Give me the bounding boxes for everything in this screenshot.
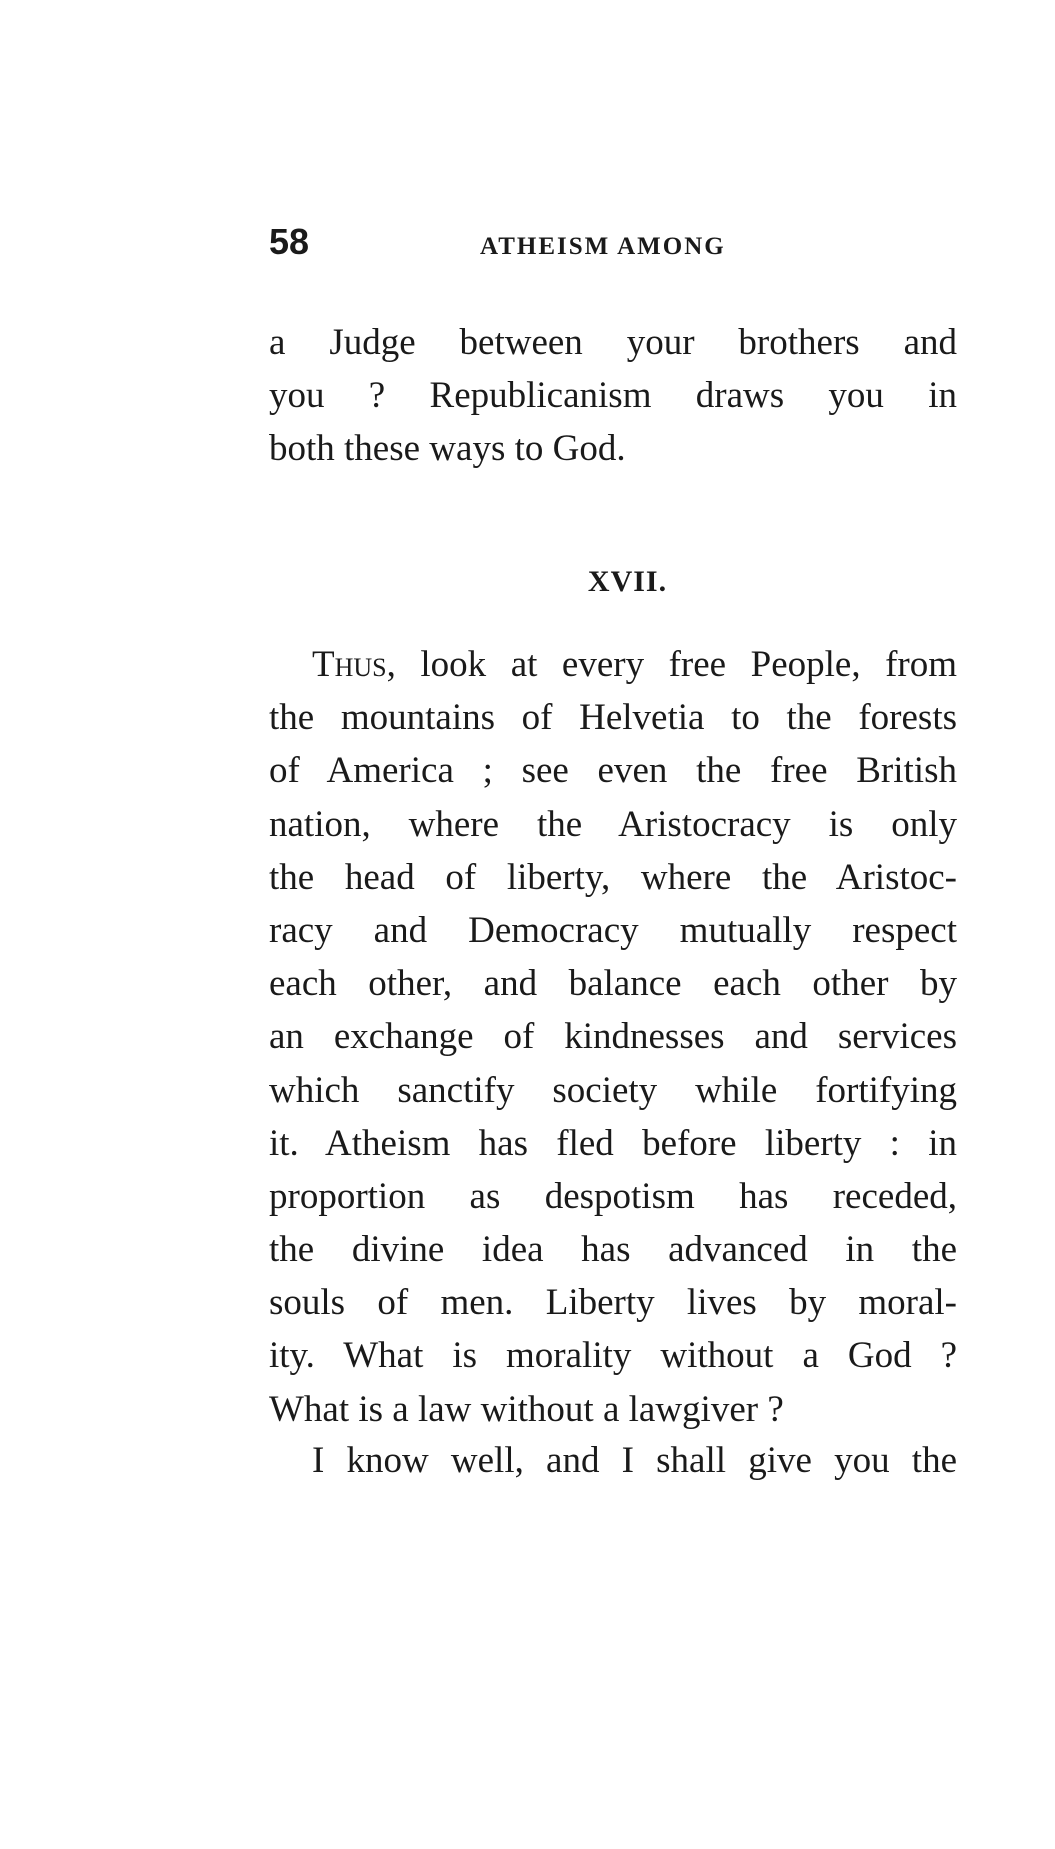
text-line: souls of men. Liberty lives by moral- [269,1282,957,1324]
text-line: you ? Republicanism draws you in [269,375,957,417]
text-line: it. Atheism has fled before liberty : in [269,1122,957,1164]
text-line: ity. What is morality without a God ? [269,1335,957,1377]
text-line: both these ways to God. [269,428,626,470]
text-line: each other, and balance each other by [269,963,957,1005]
first-line-rest: look at every free People, from [420,644,958,685]
running-head: ATHEISM AMONG [480,233,726,260]
text-line: an exchange of kindnesses and services [269,1016,957,1058]
text-line: the divine idea has advanced in the [269,1229,957,1271]
next-paragraph [269,1434,957,1487]
page-number: 58 [269,221,310,262]
section-heading: XVII. [587,565,668,598]
text-line: proportion as despotism has receded, [269,1175,957,1217]
text-line: of America ; see even the free British [269,750,957,792]
text-line: a Judge between your brothers and [269,322,957,363]
text-line: nation, where the Aristocracy is only [269,803,957,845]
section-paragraph [269,638,957,1436]
text-line: racy and Democracy mutually respect [269,909,957,951]
text-line [269,638,957,691]
text-line: which sanctify society while fortifying [269,1069,957,1111]
text-line: I know well, and I shall give you the [312,1440,957,1481]
text-line: the head of liberty, where the Aristoc- [269,856,957,898]
text-line: What is a law without a lawgiver ? [269,1388,784,1430]
drop-word: Thus, [312,644,396,685]
text-line: the mountains of Helvetia to the forests [269,697,957,739]
continuation-paragraph [269,316,957,476]
